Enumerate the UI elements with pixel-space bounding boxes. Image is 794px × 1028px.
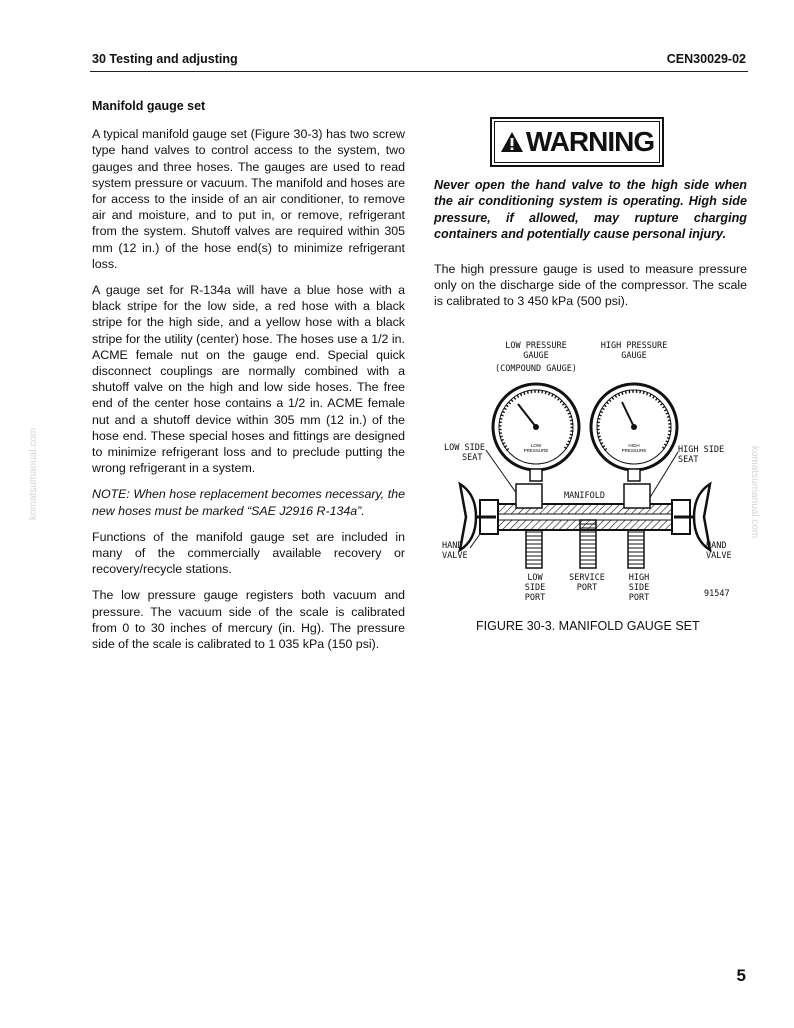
right-column (434, 117, 747, 309)
label-low-pressure-gauge-2: GAUGE (523, 351, 549, 361)
paragraph-hoses: A gauge set for R-134a will have a blue hose with a black stripe for the low side, a red hose with a black stripe for the high side, and a yellow hose with a black stripe for the utility (center) hose. The hoses use a 1/2 in. ACME female nut on the gauge end. Special quick disconnect couplings are normally combined with a shutoff valve on the high and low side hoses. The free end of the center hose contains a 1/2 in. ACME female nut and a shutoff device within 305 mm (12 in.) of the hose end. These special hoses and fittings are designed to minimize refrigerant loss and to preclude putting the wrong refrigerant in a system. (92, 283, 405, 476)
watermark-left: komatsumanual.com (28, 427, 39, 520)
label-high-side-seat-2: SEAT (678, 455, 699, 465)
label-low-side-port-3: PORT (524, 593, 546, 603)
section-heading: Manifold gauge set (92, 99, 206, 113)
label-low-side-port-2: SIDE (524, 583, 546, 593)
low-dial-label-1: LOW (530, 443, 542, 448)
label-low-side-port-1: LOW (527, 573, 543, 583)
label-hand-valve-right-1: HAND (706, 541, 727, 551)
left-hand-valve (460, 484, 498, 550)
right-hand-valve (672, 484, 710, 550)
label-low-side-seat-2: SEAT (462, 453, 483, 463)
label-high-side-seat-1: HIGH SIDE (678, 445, 725, 455)
warning-triangle-icon (500, 131, 524, 153)
high-dial-label-1: HIGH (628, 443, 640, 448)
label-hand-valve-left-1: HAND (442, 541, 463, 551)
paragraph-functions: Functions of the manifold gauge set are included in many of the commercially available recovery or recovery/recycle stations. (92, 529, 405, 577)
manifold-gauge-diagram (436, 334, 756, 614)
low-gauge-stem (530, 469, 542, 481)
high-pressure-gauge (591, 384, 677, 470)
manifold-gauge-figure (436, 334, 756, 614)
note-hose-replacement: NOTE: When hose replacement becomes necessary, the new hoses must be marked “SAE J2916 R-134a”. (92, 487, 405, 518)
label-hand-valve-left-2: VALVE (442, 551, 468, 561)
paragraph-low-pressure: The low pressure gauge registers both vacuum and pressure. The vacuum side of the scale is calibrated from 0 to 30 inches of mercury (in. Hg). The pressure side of the scale is calibrated to 1 035 kPa (150 psi). (92, 588, 405, 652)
service-port (580, 520, 596, 568)
label-hand-valve-right-2: VALVE (706, 551, 732, 561)
label-low-pressure-gauge-1: LOW PRESSURE (505, 341, 567, 351)
label-high-side-port-2: SIDE (628, 583, 650, 593)
label-service-port-2: PORT (576, 583, 598, 593)
header-doc-code: CEN30029-02 (666, 52, 746, 66)
paragraph-high-pressure: The high pressure gauge is used to measure pressure only on the discharge side of the compressor. The scale is calibrated to 3 450 kPa (500 psi). (434, 261, 747, 309)
high-dial-label-2: PRESSURE (621, 448, 647, 453)
high-side-port (628, 530, 644, 568)
header-section-title: 30 Testing and adjusting (92, 52, 238, 66)
label-manifold: MANIFOLD (564, 491, 605, 501)
label-high-pressure-gauge-2: GAUGE (621, 351, 647, 361)
label-high-pressure-gauge-1: HIGH PRESSURE (600, 341, 668, 351)
watermark-right: komatsumanual.com (749, 446, 760, 539)
label-compound-gauge: (COMPOUND GAUGE) (495, 364, 577, 374)
warning-box (490, 117, 664, 167)
page-number: 5 (736, 966, 746, 985)
warning-text: Never open the hand valve to the high side when the air conditioning system is operating. High side pressure, if allowed, may rupture charging containers and potentially cause personal injury. (434, 178, 747, 242)
left-column (92, 98, 405, 662)
low-pressure-gauge (493, 384, 579, 470)
low-dial-label-2: PRESSURE (523, 448, 549, 453)
label-high-side-port-1: HIGH (628, 573, 650, 583)
warning-label: WARNING (525, 126, 655, 157)
label-low-side-seat-1: LOW SIDE (444, 443, 485, 453)
label-high-side-port-3: PORT (628, 593, 650, 603)
low-side-port (526, 530, 542, 568)
paragraph-intro: A typical manifold gauge set (Figure 30-3) has two screw type hand valves to control access to the system, two gauges and three hoses. The gauges are used to read system pressure or vacuum. The manifold and hoses are for access to the inside of an air conditioner, to remove air and moisture, and to put in, or remove, refrigerant from the system. Shutoff valves are required within 305 mm (12 in.) of the hose end(s) to minimize refrigerant loss. (92, 127, 405, 271)
label-service-port-1: SERVICE (569, 573, 605, 583)
header-rule (90, 71, 748, 72)
figure-caption: FIGURE 30-3. MANIFOLD GAUGE SET (476, 619, 700, 633)
high-gauge-stem (628, 469, 640, 481)
figure-id: 91547 (704, 589, 730, 599)
